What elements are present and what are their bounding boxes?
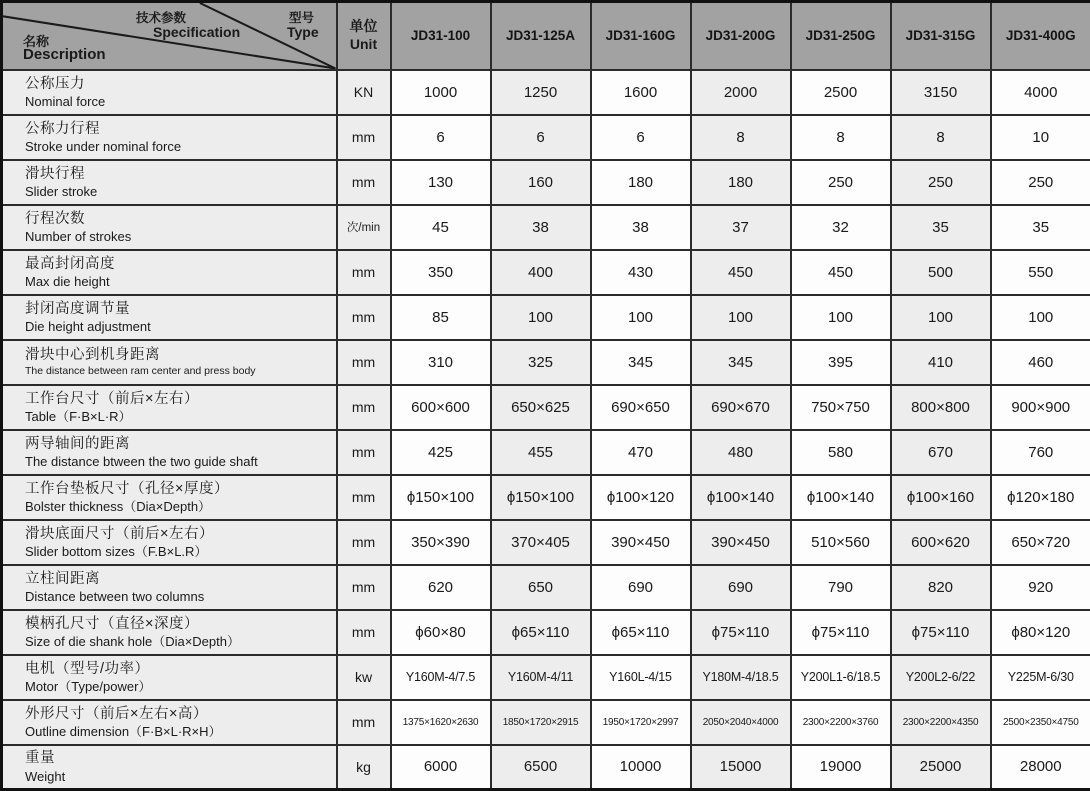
value-cell: 760	[991, 430, 1090, 475]
value-cell: Y180M-4/18.5	[691, 655, 791, 700]
value-cell: 100	[791, 295, 891, 340]
header-name-label-zh: 名称	[23, 34, 50, 49]
value-cell: 100	[991, 295, 1090, 340]
row-label-en: Size of die shank hole（Dia×Depth）	[25, 633, 240, 649]
row-label-en: The distance between ram center and press body	[25, 365, 256, 378]
value-cell: ϕ65×110	[491, 610, 591, 655]
table-row	[2, 520, 1090, 565]
unit-header-en: Unit	[349, 35, 378, 52]
value-cell: 690×670	[691, 385, 791, 430]
value-cell: 690	[591, 565, 691, 610]
row-label-zh: 重量	[25, 750, 55, 767]
row-label-zh: 电机（型号/功率）	[25, 660, 150, 677]
model-column-header: JD31-100	[391, 2, 491, 70]
value-cell: 900×900	[991, 385, 1090, 430]
row-label-zh: 最高封闭高度	[25, 255, 115, 272]
value-cell: ϕ75×110	[691, 610, 791, 655]
value-cell: ϕ150×100	[491, 475, 591, 520]
header-name-label-en: Description	[23, 46, 106, 63]
row-label-zh: 公称力行程	[25, 120, 100, 137]
row-label-cell	[2, 70, 337, 115]
value-cell: 470	[591, 430, 691, 475]
value-cell: 325	[491, 340, 591, 385]
row-label-zh: 封闭高度调节量	[25, 300, 130, 317]
value-cell: 390×450	[591, 520, 691, 565]
row-unit-cell: mm	[337, 385, 391, 430]
value-cell: 250	[991, 160, 1090, 205]
value-cell: 430	[591, 250, 691, 295]
row-label-cell	[2, 250, 337, 295]
value-cell: 100	[591, 295, 691, 340]
row-label-zh: 工作台尺寸（前后×左右）	[25, 390, 199, 407]
row-label-en: Nominal force	[25, 93, 106, 109]
row-label-en: The distance btween the two guide shaft	[25, 453, 258, 469]
value-cell: 180	[691, 160, 791, 205]
value-cell: ϕ75×110	[791, 610, 891, 655]
row-label-en: Slider stroke	[25, 183, 98, 199]
value-cell: 2500×2350×4750	[991, 700, 1090, 745]
table-row	[2, 160, 1090, 205]
value-cell: 10000	[591, 745, 691, 790]
value-cell: 1850×1720×2915	[491, 700, 591, 745]
row-unit-cell: mm	[337, 565, 391, 610]
row-unit-cell: mm	[337, 520, 391, 565]
value-cell: 130	[391, 160, 491, 205]
value-cell: 100	[691, 295, 791, 340]
value-cell: Y225M-6/30	[991, 655, 1090, 700]
table-row	[2, 565, 1090, 610]
row-unit-cell: kw	[337, 655, 391, 700]
row-unit-cell: kg	[337, 745, 391, 790]
row-label-zh: 行程次数	[25, 210, 85, 227]
row-unit-cell: mm	[337, 250, 391, 295]
table-row	[2, 655, 1090, 700]
value-cell: 6	[491, 115, 591, 160]
value-cell: 10	[991, 115, 1090, 160]
table-row	[2, 250, 1090, 295]
value-cell: 670	[891, 430, 991, 475]
value-cell: ϕ120×180	[991, 475, 1090, 520]
value-cell: 580	[791, 430, 891, 475]
value-cell: 38	[591, 205, 691, 250]
row-unit-cell: mm	[337, 160, 391, 205]
value-cell: Y160M-4/11	[491, 655, 591, 700]
value-cell: 37	[691, 205, 791, 250]
value-cell: 350	[391, 250, 491, 295]
value-cell: ϕ60×80	[391, 610, 491, 655]
value-cell: 6000	[391, 745, 491, 790]
table-row	[2, 430, 1090, 475]
value-cell: 1000	[391, 70, 491, 115]
row-unit-cell: mm	[337, 475, 391, 520]
value-cell: 38	[491, 205, 591, 250]
row-unit-cell: 次/min	[337, 205, 391, 250]
value-cell: 2300×2200×4350	[891, 700, 991, 745]
value-cell: 25000	[891, 745, 991, 790]
row-label-cell	[2, 610, 337, 655]
row-label-cell	[2, 340, 337, 385]
row-label-en: Die height adjustment	[25, 318, 151, 334]
value-cell: ϕ100×140	[691, 475, 791, 520]
row-label-en: Stroke under nominal force	[25, 138, 182, 154]
row-label-zh: 立柱间距离	[25, 570, 100, 587]
row-unit-cell: mm	[337, 115, 391, 160]
value-cell: 32	[791, 205, 891, 250]
row-label-zh: 模柄孔尺寸（直径×深度）	[25, 615, 199, 632]
value-cell: ϕ80×120	[991, 610, 1090, 655]
value-cell: 920	[991, 565, 1090, 610]
value-cell: 19000	[791, 745, 891, 790]
value-cell: 800×800	[891, 385, 991, 430]
table-row	[2, 700, 1090, 745]
table-row	[2, 475, 1090, 520]
row-label-en: Weight	[25, 768, 66, 784]
value-cell: 650×625	[491, 385, 591, 430]
row-label-zh: 滑块底面尺寸（前后×左右）	[25, 525, 214, 542]
row-label-en: Table（F·B×L·R）	[25, 408, 132, 424]
value-cell: 1950×1720×2997	[591, 700, 691, 745]
row-label-cell	[2, 565, 337, 610]
model-column-header: JD31-125A	[491, 2, 591, 70]
row-unit-cell: mm	[337, 340, 391, 385]
header-type-label-zh: 型号	[289, 11, 315, 25]
row-label-en: Outline dimension（F·B×L·R×H）	[25, 723, 222, 739]
table-row	[2, 295, 1090, 340]
table-row	[2, 610, 1090, 655]
value-cell: 6	[591, 115, 691, 160]
row-label-en: Max die height	[25, 273, 110, 289]
value-cell: 8	[891, 115, 991, 160]
value-cell: 100	[891, 295, 991, 340]
row-label-cell	[2, 475, 337, 520]
diagonal-header-cell	[2, 2, 337, 70]
value-cell: 250	[891, 160, 991, 205]
row-label-cell	[2, 385, 337, 430]
value-cell: 410	[891, 340, 991, 385]
value-cell: 455	[491, 430, 591, 475]
value-cell: ϕ75×110	[891, 610, 991, 655]
value-cell: 690	[691, 565, 791, 610]
value-cell: 390×450	[691, 520, 791, 565]
value-cell: 450	[691, 250, 791, 295]
value-cell: 480	[691, 430, 791, 475]
row-label-zh: 外形尺寸（前后×左右×高）	[25, 705, 208, 722]
value-cell: 100	[491, 295, 591, 340]
value-cell: ϕ150×100	[391, 475, 491, 520]
value-cell: 2050×2040×4000	[691, 700, 791, 745]
value-cell: 690×650	[591, 385, 691, 430]
value-cell: 35	[991, 205, 1090, 250]
value-cell: ϕ100×120	[591, 475, 691, 520]
value-cell: 85	[391, 295, 491, 340]
row-label-cell	[2, 520, 337, 565]
value-cell: 425	[391, 430, 491, 475]
value-cell: 250	[791, 160, 891, 205]
unit-column-header	[337, 2, 391, 70]
table-row	[2, 70, 1090, 115]
value-cell: 1600	[591, 70, 691, 115]
value-cell: 45	[391, 205, 491, 250]
model-column-header: JD31-400G	[991, 2, 1090, 70]
value-cell: 6	[391, 115, 491, 160]
row-label-cell	[2, 205, 337, 250]
value-cell: 1375×1620×2630	[391, 700, 491, 745]
row-label-zh: 滑块中心到机身距离	[25, 347, 160, 364]
row-unit-cell: KN	[337, 70, 391, 115]
value-cell: 650×720	[991, 520, 1090, 565]
value-cell: 600×600	[391, 385, 491, 430]
value-cell: Y200L1-6/18.5	[791, 655, 891, 700]
row-label-cell	[2, 115, 337, 160]
value-cell: Y160L-4/15	[591, 655, 691, 700]
value-cell: 370×405	[491, 520, 591, 565]
value-cell: 160	[491, 160, 591, 205]
table-row	[2, 115, 1090, 160]
value-cell: 8	[791, 115, 891, 160]
value-cell: 400	[491, 250, 591, 295]
row-label-cell	[2, 160, 337, 205]
value-cell: 510×560	[791, 520, 891, 565]
value-cell: 2500	[791, 70, 891, 115]
row-label-cell	[2, 295, 337, 340]
row-label-cell	[2, 655, 337, 700]
row-label-zh: 工作台垫板尺寸（孔径×厚度）	[25, 480, 229, 497]
value-cell: 820	[891, 565, 991, 610]
value-cell: 8	[691, 115, 791, 160]
table-row	[2, 205, 1090, 250]
row-label-en: Number of strokes	[25, 228, 132, 244]
row-label-zh: 滑块行程	[25, 165, 85, 182]
model-column-header: JD31-160G	[591, 2, 691, 70]
row-label-en: Bolster thickness（Dia×Depth）	[25, 498, 212, 514]
row-label-en: Slider bottom sizes（F.B×L.R）	[25, 543, 208, 559]
value-cell: 3150	[891, 70, 991, 115]
model-column-header: JD31-250G	[791, 2, 891, 70]
value-cell: 460	[991, 340, 1090, 385]
value-cell: 600×620	[891, 520, 991, 565]
row-label-en: Distance between two columns	[25, 588, 205, 604]
row-label-cell	[2, 700, 337, 745]
value-cell: Y200L2-6/22	[891, 655, 991, 700]
table-row	[2, 745, 1090, 790]
header-spec-label-zh: 技术参数	[136, 11, 187, 25]
unit-header-zh: 单位	[349, 18, 378, 35]
value-cell: 1250	[491, 70, 591, 115]
value-cell: 650	[491, 565, 591, 610]
value-cell: 35	[891, 205, 991, 250]
value-cell: 350×390	[391, 520, 491, 565]
value-cell: Y160M-4/7.5	[391, 655, 491, 700]
row-unit-cell: mm	[337, 295, 391, 340]
row-label-cell	[2, 430, 337, 475]
row-unit-cell: mm	[337, 430, 391, 475]
table-row	[2, 385, 1090, 430]
value-cell: ϕ100×160	[891, 475, 991, 520]
value-cell: 500	[891, 250, 991, 295]
value-cell: 180	[591, 160, 691, 205]
value-cell: 310	[391, 340, 491, 385]
row-label-zh: 两导轴间的距离	[25, 435, 130, 452]
value-cell: 15000	[691, 745, 791, 790]
value-cell: 750×750	[791, 385, 891, 430]
value-cell: ϕ100×140	[791, 475, 891, 520]
value-cell: 4000	[991, 70, 1090, 115]
value-cell: 2000	[691, 70, 791, 115]
row-label-cell	[2, 745, 337, 790]
value-cell: 28000	[991, 745, 1090, 790]
row-label-en: Motor（Type/power）	[25, 678, 152, 694]
model-column-header: JD31-200G	[691, 2, 791, 70]
value-cell: 450	[791, 250, 891, 295]
row-label-zh: 公称压力	[25, 75, 85, 92]
value-cell: 345	[691, 340, 791, 385]
header-row	[2, 2, 1090, 70]
model-column-header: JD31-315G	[891, 2, 991, 70]
value-cell: 550	[991, 250, 1090, 295]
header-spec-label-en: Specification	[153, 24, 241, 40]
row-unit-cell: mm	[337, 610, 391, 655]
row-unit-cell: mm	[337, 700, 391, 745]
value-cell: 6500	[491, 745, 591, 790]
value-cell: 345	[591, 340, 691, 385]
header-type-label-en: Type	[287, 24, 319, 40]
value-cell: 620	[391, 565, 491, 610]
value-cell: 790	[791, 565, 891, 610]
value-cell: ϕ65×110	[591, 610, 691, 655]
value-cell: 395	[791, 340, 891, 385]
value-cell: 2300×2200×3760	[791, 700, 891, 745]
table-row	[2, 340, 1090, 385]
